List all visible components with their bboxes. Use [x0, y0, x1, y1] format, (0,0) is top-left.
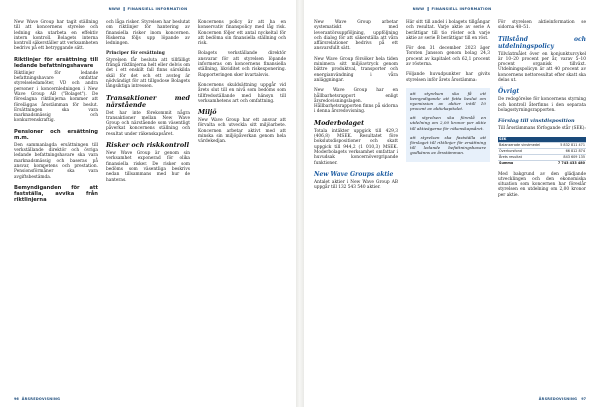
- header-logo: NWW FINANSIELL INFORMATION: [108, 7, 188, 11]
- table-row: Årets resultat 843 609 135: [499, 154, 585, 159]
- table-row: Balanserade vinstmedel 5 832 811 471: [499, 142, 585, 147]
- paragraph: Styrelsen får besluta att tillfälligt frångå riktlinjerna helt eller delvis om det i ett enskilt fall finns särskilda skäl för det och ett avsteg är nödvändigt för att tillgodose Bolagets långsiktiga intressen.: [106, 57, 190, 90]
- bullet-item: att styrelsen ska föreslå en utdelning om 2,00 kronor per aktie till aktieägarna för räkenskapsåret.: [410, 115, 486, 131]
- heading: Pensioner och ersättning m.m.: [14, 128, 98, 141]
- paragraph: New Wave Group är genom sin verksamhet exponerad för olika finansiella risker. De risker som bedöms som väsentliga beskrivs nedan tillsammans med hur de hanteras.: [106, 151, 190, 183]
- heading: New Wave Groups aktie: [314, 170, 394, 178]
- heading: Moderbolaget: [314, 118, 365, 127]
- report-name: ÅRSREDOVISNING: [21, 397, 61, 401]
- right-col-1: [314, 20, 398, 195]
- page-header: [304, 7, 600, 15]
- highlight-box: [406, 88, 490, 162]
- paragraph: Det har inte förekommit några transaktioner mellan New Wave Group och närstående som väsentligt påverkat koncernens ställning och resultat under räkenskapsåret.: [106, 110, 190, 137]
- paragraph: New Wave Group försöker hela tiden minimera sitt miljöavtryck genom bättre produktval, transporter och energianvändning i våra anläggningar.: [314, 56, 398, 83]
- paragraph: New Wave Group arbetar systematiskt med leverantörsuppföljning, uppföljning och dialog för att säkerställa att våra affärsrelationer bedrivs på ett ansvarsfullt sätt.: [314, 20, 398, 52]
- heading: Risker och riskkontroll: [106, 141, 190, 150]
- paragraph: Antalet aktier i New Wave Group AB uppgår till 132 543 540 aktier.: [314, 179, 398, 191]
- paragraph: De redogörelse för koncernens styrning och kontroll återfinns i den separata bolagsstyrningsrapporten.: [498, 97, 586, 113]
- heading: Övrigt: [498, 88, 520, 96]
- left-col-2: [106, 20, 190, 188]
- paragraph: Till årsstämmans förfogande står (SEK):: [498, 126, 586, 132]
- paragraph: Här sitt till andel i bolagets tillgångar och resultat. Varje aktie av serie A berättigar till tio röster och varje aktie av serie B berättigar till en röst.: [406, 20, 490, 41]
- appropriation-table: [498, 137, 586, 166]
- paragraph: New Wave Group har en hållbarhetsrapport enligt årsredovisningslagen. Hållbarhetsrapporten finns på sidorna i denna årsredovisning.: [314, 88, 398, 115]
- paragraph: Totala intäkter uppgick till 429,3 (406,8) MSEK. Resultatet före bokslutsdispositioner och skatt uppgick till 944,2 (1 010,3) MSEK. Moderbolagets verksamhet omfattar i huvudsak koncernövergripande funktioner.: [314, 128, 398, 166]
- heading: Förslag till vinstdisposition: [498, 118, 575, 125]
- heading: Principer för ersättning: [106, 51, 165, 57]
- paragraph: Med bakgrund av den glädjande utvecklingen och den ekonomiska situation som koncernen har föreslår styrelsen en utdelning om 2,00 kronor per aktie.: [498, 171, 586, 198]
- paragraph: Den sammanlagda ersättningen till verkställande direktör och övriga ledande befattningshavare ska vara marknadsmässig och baseras på ansvar, kompetens och prestation. Pensionsförmåner ska vara avgiftsbestämda.: [14, 142, 98, 180]
- paragraph: Tillväxtmålet över en konjunkturcykel är 10–20 procent per år, varav 5–10 procent organisk tillväxt. Utdelningspolicyn är att 40 procent av koncernens nettoresultat efter skatt ska delas ut.: [498, 51, 586, 84]
- report-name: ÅRSREDOVISNING: [538, 397, 578, 401]
- page-footer: [0, 397, 296, 403]
- paragraph: New Wave Group har ett ansvar att förvalta och utveckla sitt miljöarbete. Koncernen arbetar aktivt med att minska sin miljöpåverkan genom hela värdekedjan.: [198, 118, 286, 145]
- paragraph: Bolagets verkställande direktör ansvarar för att styrelsen löpande informeras om koncernens finansiella ställning, likviditet och riskexponering. Rapporteringen sker kvartalsvis.: [198, 51, 286, 78]
- table-header: SEK: [498, 137, 586, 143]
- table-total-row: Summa 7 743 433 480: [499, 160, 585, 165]
- paragraph: Riktlinjer för ledande befattningshavare omfattar styrelseledamöter, VD och andra personer i koncernledningen i New Wave Group AB ("Bolaget"). De föreslagna riktlinjerna kommer att föreläggas årsstämman för beslut. Ersättningen ska vara marknadsmässig och konkurrenskraftig.: [14, 70, 98, 124]
- heading: Miljö: [198, 108, 217, 117]
- paragraph: och låga risker. Styrelsen har beslutat om riktlinjer för hantering av finansiella risker inom koncernen. Riskerna följs upp löpande av ledningen.: [106, 20, 190, 47]
- page-number: 96: [14, 397, 19, 401]
- left-col-3: [198, 20, 286, 150]
- paragraph: Koncernens skuldsättning uppgår vid årets slut till en nivå som bedöms som tillfredsställande med hänsyn till verksamhetens art och omfattning.: [198, 82, 286, 104]
- bullet-item: att styrelsen ska fastställa att förslaget till riktlinjer för ersättning till ledande befattningshavare godkänns av årsstämman.: [410, 134, 486, 155]
- heading: Riktlinjer för ersättning till ledande befattningshavare: [14, 56, 98, 69]
- table-row: Överkursfond 66 812 874: [499, 148, 585, 153]
- left-col-1: [14, 20, 98, 205]
- right-page: [304, 0, 600, 407]
- paragraph: Följande huvudpunkter har givits styrelsen inför årets årsstämma:: [406, 72, 490, 83]
- heading: Transaktioner med närstående: [106, 93, 190, 109]
- right-col-3: [498, 20, 586, 203]
- bullet-item: att styrelsen ska få ett bemyndigande att fatta beslut om nyemission av aktier intill 10 procent av aktiekapitalet.: [410, 90, 486, 112]
- heading: Bemyndiganden för att fastställa, avvika från riktlinjerna: [14, 184, 98, 203]
- page-footer: [304, 397, 600, 403]
- right-col-2: [406, 20, 490, 167]
- paragraph: För styrelsen aktieinformation se sidorna 48–51.: [498, 20, 586, 31]
- paragraph: För den 31 december 2023 äger Torsten Jansson genom bolag 24,3 procent av kapitalet och 62,1 procent av rösterna.: [406, 46, 490, 68]
- heading: Tillstånd och utdelningspolicy: [498, 35, 586, 50]
- page-number: 97: [581, 397, 586, 401]
- paragraph: New Wave Group har tagit ställning till att koncernens styrelse och ledning ska utarbeta en effektiv intern kontroll. Bolagets interna kontroll säkerställer att verksamheten bedrivs på ett betryggande sätt.: [14, 20, 98, 52]
- left-page: [0, 0, 296, 407]
- page-gutter: [296, 0, 304, 407]
- page-header: [0, 7, 296, 15]
- header-logo: NWW FINANSIELL INFORMATION: [412, 7, 492, 11]
- paragraph: Koncernens policy är att ha en konservativ finanspolicy med låg risk. Koncernen följer ett antal nyckeltal för att bedöma sin finansiella ställning och risk.: [198, 20, 286, 47]
